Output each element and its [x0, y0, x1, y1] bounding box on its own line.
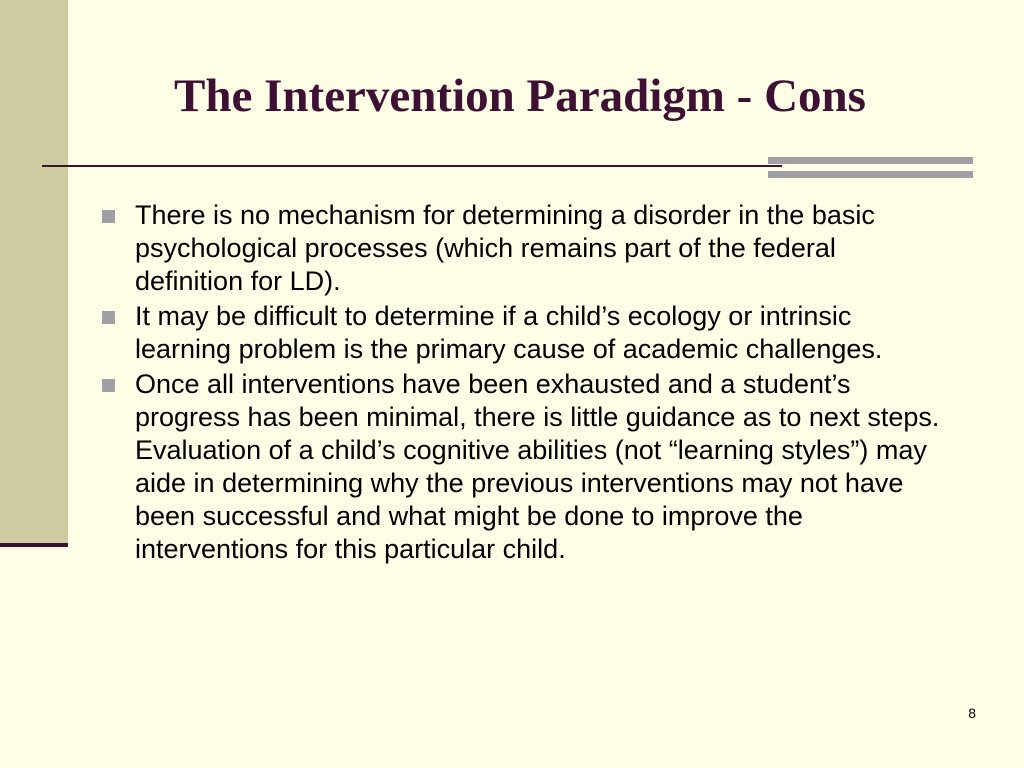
page-number: 8: [968, 705, 976, 721]
bullet-item: [100, 300, 940, 366]
square-bullet-icon: [102, 210, 115, 223]
bullet-text: It may be difficult to determine if a child’s ecology or intrinsic learning problem is the primary cause of academic challenges.: [135, 301, 883, 364]
bullet-text: There is no mechanism for determining a disorder in the basic psychological processes (which remains part of the federal definition for LD).: [135, 200, 875, 296]
slide-title: The Intervention Paradigm - Cons: [174, 70, 866, 122]
square-bullet-icon: [102, 311, 115, 324]
bullet-text: Once all interventions have been exhausted and a student’s progress has been minimal, there is little guidance as to next steps. Evaluation of a child’s cognitive abilities (not “learning styles”) may aide in determining why the previous interventions may not have been successful and what might be done to improve the interventions for this particular child.: [135, 369, 940, 564]
square-bullet-icon: [102, 379, 115, 392]
decorative-gray-bar-bottom: [768, 171, 973, 178]
decorative-gray-bar-top: [768, 157, 973, 164]
title-divider: [42, 165, 782, 167]
left-decorative-bar: [0, 0, 68, 546]
left-accent-line: [0, 543, 68, 547]
bullet-list: [100, 199, 940, 568]
bullet-item: [100, 199, 940, 298]
bullet-item: [100, 368, 940, 566]
